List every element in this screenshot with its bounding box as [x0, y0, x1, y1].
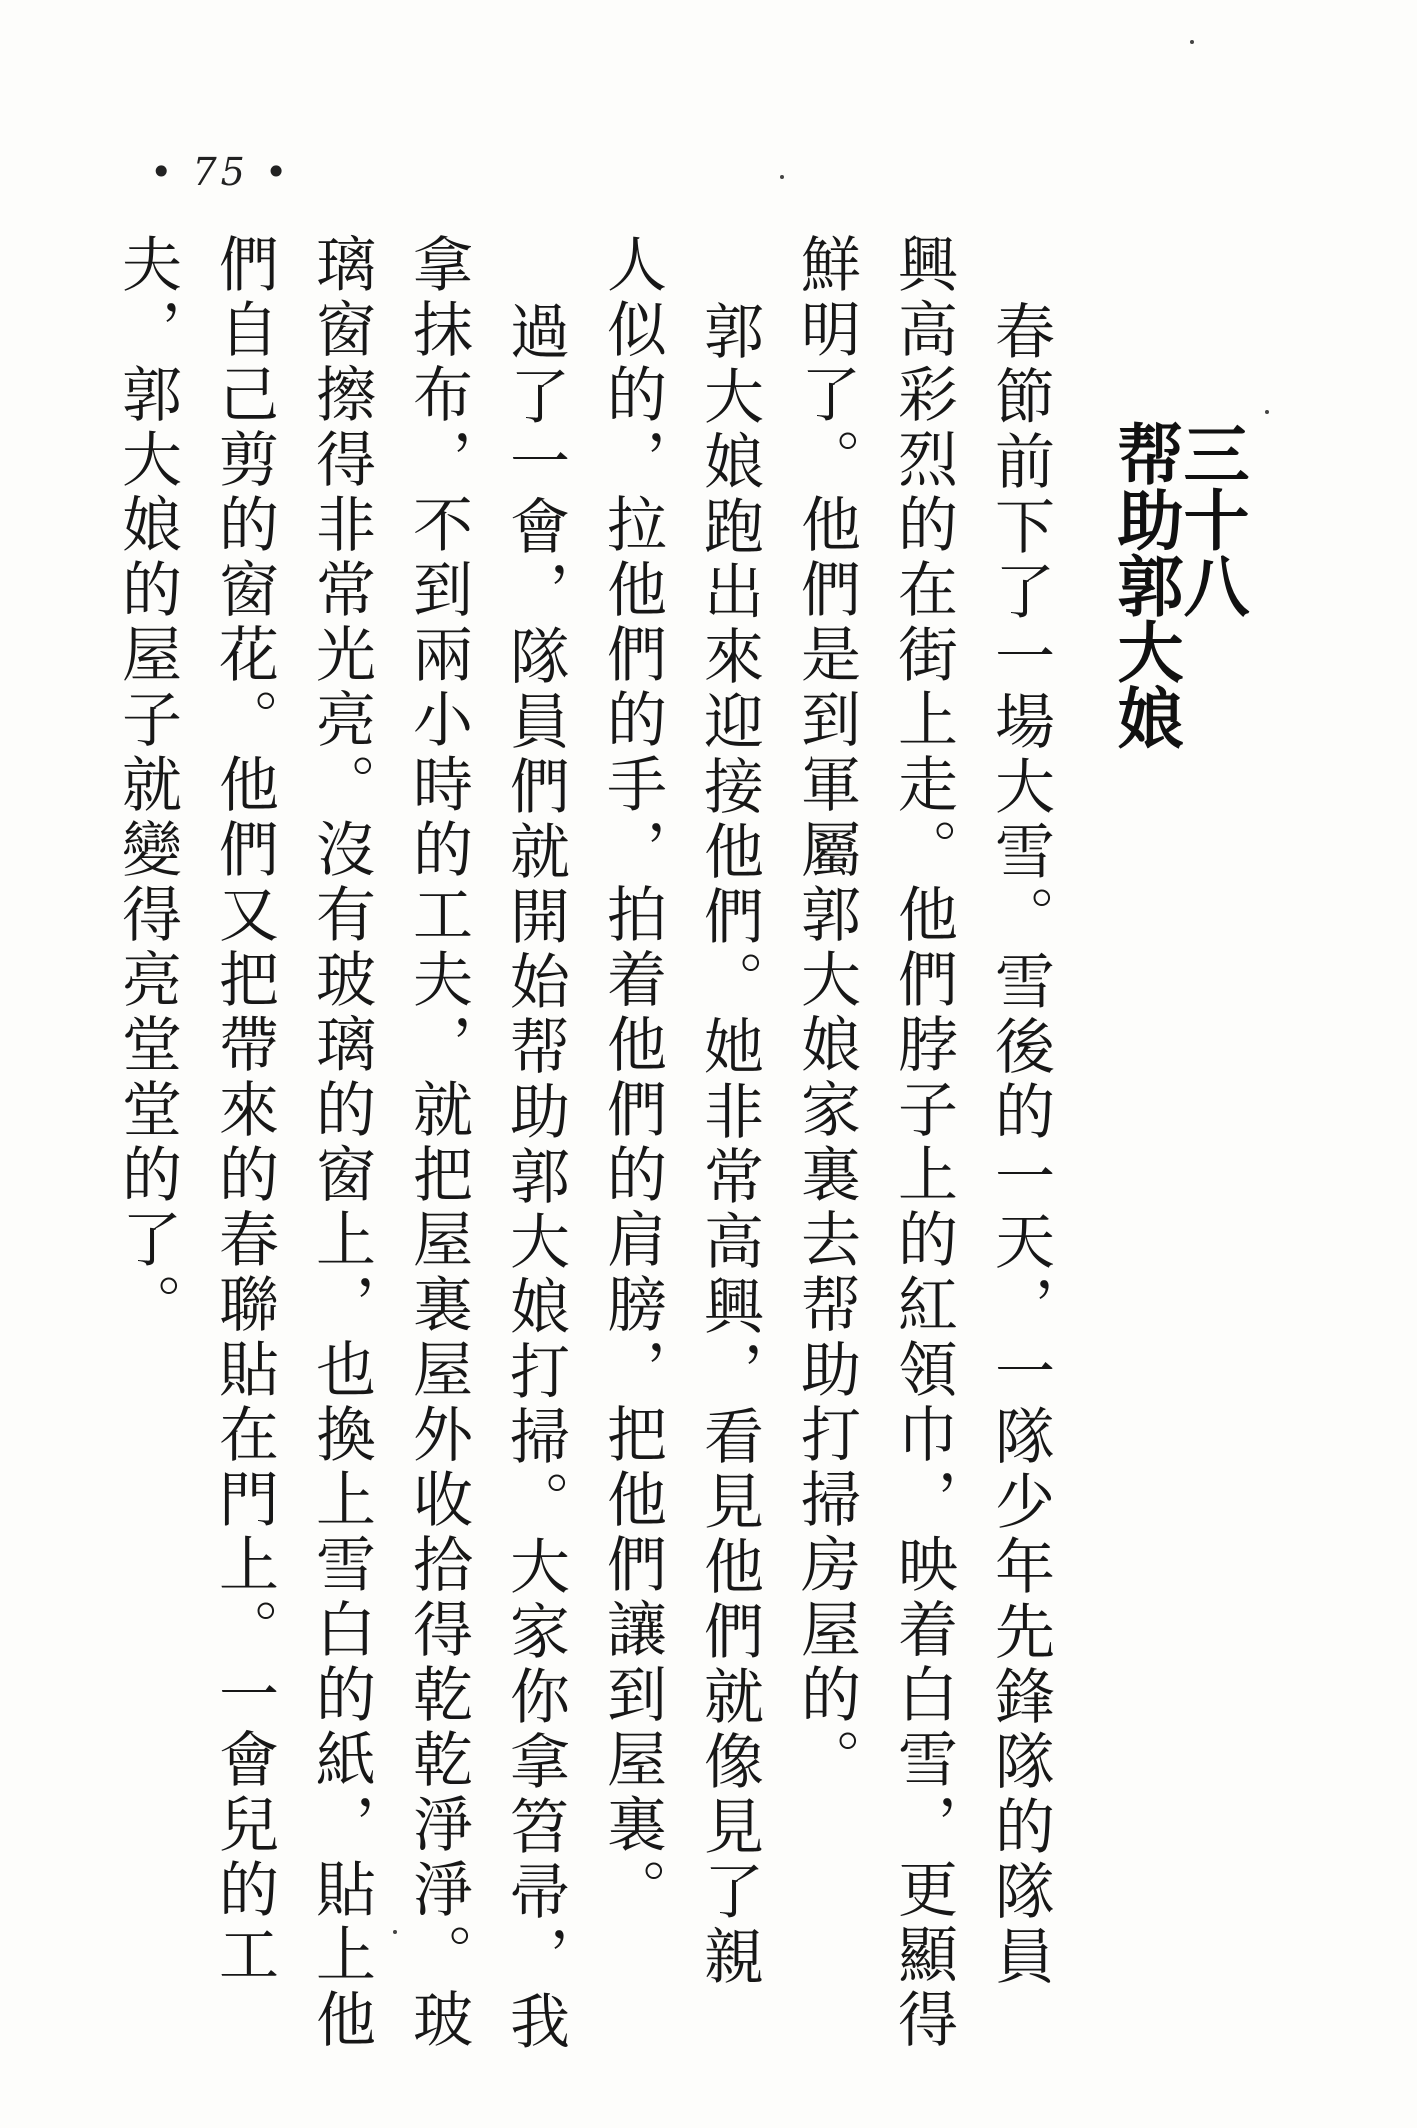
text-column-10: 夫，郭大娘的屋子就變得亮堂堂的了。	[112, 233, 182, 1338]
text-column-8: 璃窗擦得非常光亮。沒有玻璃的窗上，也換上雪白的紙，貼上他	[306, 233, 376, 2053]
text-column-3: 鮮明了。他們是到軍屬郭大娘家裏去帮助打掃房屋的。	[791, 233, 861, 1793]
print-speck	[1265, 410, 1269, 414]
chapter-number: 三十八	[1172, 420, 1250, 618]
print-speck	[780, 175, 784, 179]
chapter-heading: 帮助郭大娘	[1106, 420, 1184, 750]
text-column-1: 春節前下了一場大雪。雪後的一天，一隊少年先鋒隊的隊員	[985, 300, 1055, 1990]
text-column-7: 拿抹布，不到兩小時的工夫，就把屋裏屋外收拾得乾乾淨淨。玻	[403, 233, 473, 2053]
chapter-title	[1106, 420, 1250, 750]
text-column-4: 郭大娘跑出來迎接他們。她非常高興，看見他們就像見了親	[694, 300, 764, 1990]
page-number: • 75 •	[150, 150, 292, 194]
print-speck	[1190, 40, 1194, 44]
text-column-5: 人似的，拉他們的手，拍着他們的肩膀，把他們讓到屋裏。	[597, 233, 667, 1923]
print-speck	[393, 1930, 397, 1934]
text-column-9: 們自己剪的窗花。他們又把帶來的春聯貼在門上。一會兒的工	[209, 233, 279, 1988]
text-column-6: 過了一會，隊員們就開始帮助郭大娘打掃。大家你拿笤帚，我	[500, 300, 570, 2055]
text-column-2: 興高彩烈的在街上走。他們脖子上的紅領巾，映着白雪，更顯得	[888, 233, 958, 2053]
